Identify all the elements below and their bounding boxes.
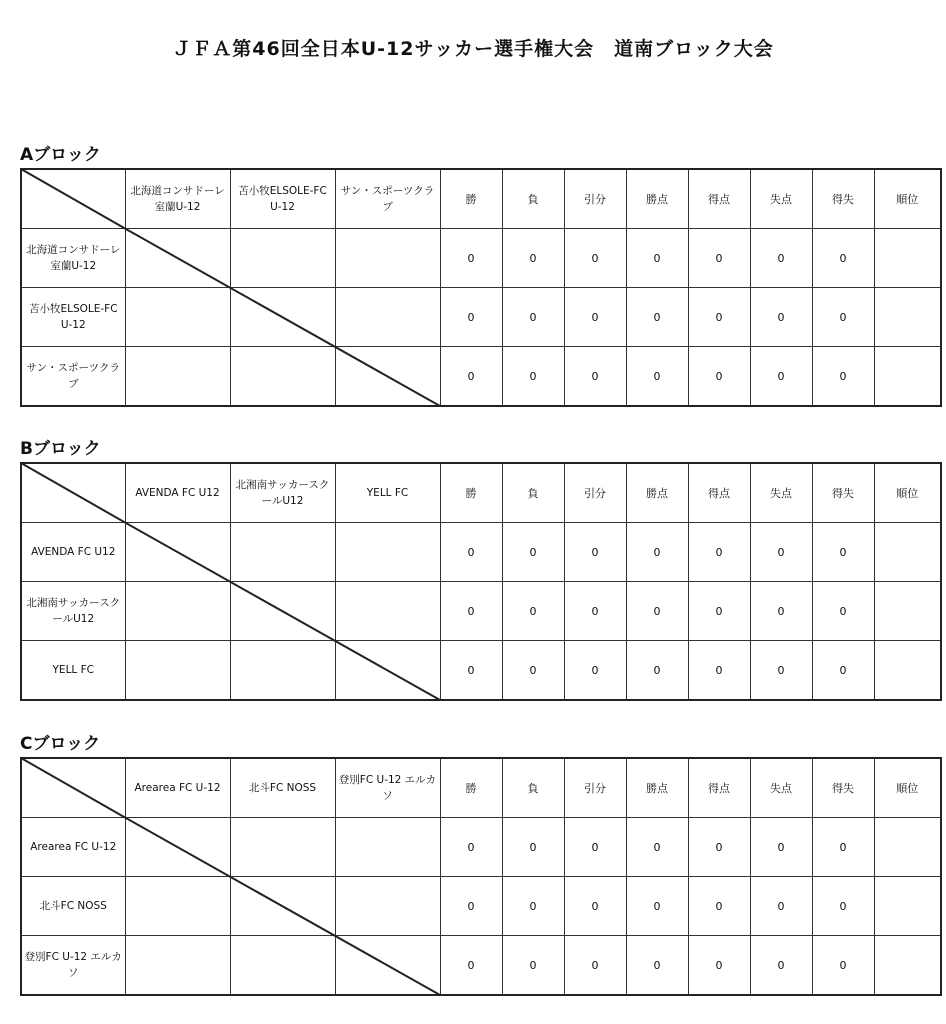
stat-cell (874, 936, 941, 996)
stat-cell: 0 (502, 582, 564, 641)
stat-cell: 0 (564, 818, 626, 877)
stat-header: 負 (502, 758, 564, 818)
stat-cell: 0 (440, 582, 502, 641)
column-team-name: サン・スポーツクラブ (335, 169, 440, 229)
match-result-cell (125, 582, 230, 641)
stat-cell: 0 (502, 523, 564, 582)
stat-cell: 0 (626, 288, 688, 347)
match-result-cell (230, 818, 335, 877)
block-b (20, 436, 940, 701)
match-result-cell (125, 523, 230, 582)
column-team-name: YELL FC (335, 463, 440, 523)
column-team-name: 登別FC U-12 エルカソ (335, 758, 440, 818)
table-row (21, 582, 941, 641)
stat-cell: 0 (502, 347, 564, 407)
stat-cell: 0 (750, 582, 812, 641)
match-result-cell (230, 641, 335, 701)
header-row (21, 758, 941, 818)
stat-cell: 0 (502, 288, 564, 347)
stat-cell: 0 (750, 523, 812, 582)
stat-cell: 0 (440, 229, 502, 288)
stat-cell: 0 (626, 582, 688, 641)
stat-cell: 0 (564, 288, 626, 347)
stat-cell: 0 (750, 288, 812, 347)
stat-header: 順位 (874, 758, 941, 818)
column-team-name: 苫小牧ELSOLE-FC U-12 (230, 169, 335, 229)
standings-table (20, 462, 942, 701)
block-label: Cブロック (20, 734, 101, 754)
stat-cell: 0 (812, 347, 874, 407)
column-team-name: AVENDA FC U12 (125, 463, 230, 523)
stat-cell (874, 818, 941, 877)
stat-cell: 0 (812, 523, 874, 582)
stat-cell: 0 (626, 229, 688, 288)
table-row (21, 523, 941, 582)
match-result-cell (335, 288, 440, 347)
stat-cell: 0 (564, 523, 626, 582)
stat-header: 勝点 (626, 758, 688, 818)
stat-cell: 0 (564, 582, 626, 641)
corner-cell (21, 463, 125, 523)
stat-cell: 0 (688, 229, 750, 288)
stat-cell: 0 (626, 347, 688, 407)
stat-cell: 0 (440, 818, 502, 877)
match-result-cell (230, 582, 335, 641)
block-label: Bブロック (20, 439, 101, 459)
match-result-cell (230, 523, 335, 582)
stat-header: 勝 (440, 463, 502, 523)
stat-cell (874, 347, 941, 407)
row-team-name: 北海道コンサドーレ室蘭U-12 (21, 229, 125, 288)
block-c (20, 731, 940, 996)
stat-header: 得失 (812, 463, 874, 523)
match-result-cell (335, 347, 440, 407)
match-result-cell (230, 229, 335, 288)
match-result-cell (335, 582, 440, 641)
match-result-cell (125, 936, 230, 996)
match-result-cell (230, 347, 335, 407)
match-result-cell (230, 288, 335, 347)
stat-header: 引分 (564, 463, 626, 523)
row-team-name: AVENDA FC U12 (21, 523, 125, 582)
stat-cell: 0 (750, 818, 812, 877)
match-result-cell (125, 347, 230, 407)
stat-header: 負 (502, 463, 564, 523)
stat-cell: 0 (626, 818, 688, 877)
column-team-name: 北湘南サッカースクールU12 (230, 463, 335, 523)
stat-header: 得失 (812, 758, 874, 818)
stat-header: 勝点 (626, 463, 688, 523)
stat-header: 負 (502, 169, 564, 229)
match-result-cell (230, 877, 335, 936)
stat-header: 引分 (564, 169, 626, 229)
stat-cell: 0 (502, 877, 564, 936)
stat-cell: 0 (502, 641, 564, 701)
stat-cell: 0 (440, 347, 502, 407)
table-row (21, 347, 941, 407)
stat-cell (874, 523, 941, 582)
table-row (21, 229, 941, 288)
stat-cell: 0 (440, 523, 502, 582)
standings-table (20, 168, 942, 407)
stat-cell: 0 (564, 347, 626, 407)
match-result-cell (125, 818, 230, 877)
row-team-name: 苫小牧ELSOLE-FC U-12 (21, 288, 125, 347)
stat-header: 引分 (564, 758, 626, 818)
stat-header: 失点 (750, 758, 812, 818)
stat-cell: 0 (564, 936, 626, 996)
stat-header: 勝 (440, 758, 502, 818)
match-result-cell (335, 818, 440, 877)
stat-cell: 0 (688, 818, 750, 877)
row-team-name: YELL FC (21, 641, 125, 701)
header-row (21, 169, 941, 229)
match-result-cell (125, 229, 230, 288)
stat-cell: 0 (626, 523, 688, 582)
stat-cell: 0 (626, 936, 688, 996)
table-row (21, 288, 941, 347)
match-result-cell (230, 936, 335, 996)
stat-cell: 0 (626, 641, 688, 701)
corner-cell (21, 758, 125, 818)
stat-cell: 0 (750, 877, 812, 936)
stat-cell: 0 (812, 229, 874, 288)
stat-cell: 0 (812, 936, 874, 996)
match-result-cell (335, 877, 440, 936)
match-result-cell (335, 229, 440, 288)
stat-cell (874, 229, 941, 288)
stat-cell: 0 (626, 877, 688, 936)
stat-cell (874, 288, 941, 347)
stat-cell: 0 (502, 229, 564, 288)
table-row (21, 641, 941, 701)
stat-cell: 0 (750, 229, 812, 288)
stat-cell: 0 (688, 523, 750, 582)
stat-cell: 0 (812, 582, 874, 641)
stat-header: 得点 (688, 169, 750, 229)
match-result-cell (125, 877, 230, 936)
stat-cell: 0 (750, 936, 812, 996)
stat-cell: 0 (688, 288, 750, 347)
match-result-cell (125, 641, 230, 701)
stat-cell: 0 (502, 818, 564, 877)
stat-cell (874, 641, 941, 701)
stat-header: 勝 (440, 169, 502, 229)
stat-cell: 0 (688, 936, 750, 996)
stat-header: 順位 (874, 463, 941, 523)
block-label: Aブロック (20, 145, 101, 165)
corner-cell (21, 169, 125, 229)
table-row (21, 818, 941, 877)
stat-cell: 0 (812, 877, 874, 936)
match-result-cell (125, 288, 230, 347)
stat-header: 勝点 (626, 169, 688, 229)
stat-header: 得点 (688, 758, 750, 818)
standings-table (20, 757, 942, 996)
stat-cell: 0 (688, 641, 750, 701)
stat-header: 得失 (812, 169, 874, 229)
table-row (21, 877, 941, 936)
column-team-name: Arearea FC U-12 (125, 758, 230, 818)
row-team-name: サン・スポーツクラブ (21, 347, 125, 407)
stat-cell: 0 (812, 288, 874, 347)
row-team-name: 登別FC U-12 エルカソ (21, 936, 125, 996)
stat-cell: 0 (688, 347, 750, 407)
stat-cell: 0 (688, 582, 750, 641)
stat-cell: 0 (502, 936, 564, 996)
stat-cell: 0 (564, 641, 626, 701)
match-result-cell (335, 641, 440, 701)
stat-header: 失点 (750, 169, 812, 229)
stat-cell: 0 (750, 641, 812, 701)
stat-cell: 0 (440, 936, 502, 996)
row-team-name: Arearea FC U-12 (21, 818, 125, 877)
stat-header: 得点 (688, 463, 750, 523)
match-result-cell (335, 936, 440, 996)
stat-cell: 0 (688, 877, 750, 936)
stat-header: 順位 (874, 169, 941, 229)
table-row (21, 936, 941, 996)
stat-cell: 0 (440, 877, 502, 936)
block-a (20, 142, 940, 407)
row-team-name: 北湘南サッカースクールU12 (21, 582, 125, 641)
stat-cell (874, 877, 941, 936)
stat-cell: 0 (812, 641, 874, 701)
stat-cell: 0 (812, 818, 874, 877)
stat-cell (874, 582, 941, 641)
stat-cell: 0 (750, 347, 812, 407)
header-row (21, 463, 941, 523)
stat-cell: 0 (440, 288, 502, 347)
match-result-cell (335, 523, 440, 582)
page-title: ＪＦＡ第46回全日本U-12サッカー選手権大会 道南ブロック大会 (172, 38, 774, 60)
row-team-name: 北斗FC NOSS (21, 877, 125, 936)
stat-cell: 0 (564, 877, 626, 936)
column-team-name: 北海道コンサドーレ室蘭U-12 (125, 169, 230, 229)
stat-cell: 0 (440, 641, 502, 701)
column-team-name: 北斗FC NOSS (230, 758, 335, 818)
stat-header: 失点 (750, 463, 812, 523)
stat-cell: 0 (564, 229, 626, 288)
